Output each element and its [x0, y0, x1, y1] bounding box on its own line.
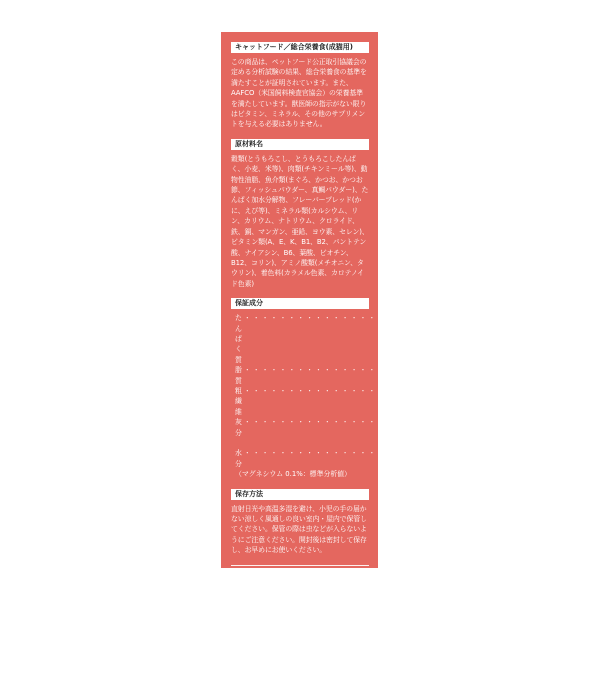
- analysis-row: [231, 417, 369, 448]
- section-product-type: [231, 42, 369, 130]
- leader-dots: ・・・・・・・・・・・・・・・・: [244, 417, 386, 448]
- analysis-value: 9%以下: [388, 417, 399, 448]
- section-heading: 原材料名: [231, 139, 369, 150]
- section-storage: [231, 489, 369, 556]
- section-guaranteed-analysis: [231, 298, 369, 480]
- analysis-label: 灰分: [235, 417, 242, 448]
- section-heading: 保存方法: [231, 489, 369, 500]
- leader-dots: ・・・・・・・・・・・・・・・・: [244, 448, 386, 469]
- analysis-row: [231, 365, 369, 386]
- note-item: ＊粒により、原材料由来の自然な色合いの違いがみられることがあります。また製造上、形状や大きさにバラつきが生じることがあります。: [231, 574, 369, 616]
- country-of-origin: ●原産国名：タイ: [231, 665, 369, 675]
- analysis-value: 12.5%以上: [388, 365, 410, 386]
- storage-instructions: 直射日光や高温多湿を避け、小児の手の届かない涼しく風通しの良い室内・屋内で保管してください。保管の際は虫などが入らないようにご注意ください。開封後は密封して保存し、お早めにお使いください。: [231, 504, 369, 556]
- analysis-row: [231, 313, 369, 365]
- analysis-row: [231, 448, 369, 469]
- divider: [231, 565, 369, 566]
- analysis-label: 脂質: [235, 365, 242, 386]
- analysis-value: 12%以下: [388, 448, 403, 469]
- product-statement: この商品は、ペットフード公正取引協議会の定める分析試験の結果、総合栄養食の基準を満たすことが証明されています。また、AAFCO（米国飼料検査官協会）の栄養基準を満たしています。獣医師の指示がない限りはビタミン、ミネラル、その他のサプリメントを与える必要はありません。: [231, 57, 369, 130]
- analysis-label: たんぱく質: [235, 313, 242, 365]
- analysis-value: 5%以下: [388, 386, 399, 417]
- analysis-label: 水分: [235, 448, 242, 469]
- section-notes: [231, 574, 369, 647]
- leader-dots: ・・・・・・・・・・・・・・・・: [244, 365, 386, 386]
- analysis-note: （マグネシウム 0.1%：標準分析値）: [231, 469, 369, 479]
- package-side-panel: [221, 32, 378, 568]
- note-item: ＊トッピングの大きさ、数に差異が生じることがあります。: [231, 626, 369, 647]
- section-ingredients: [231, 139, 369, 289]
- section-heading: キャットフード／総合栄養食(成猫用): [231, 42, 369, 53]
- analysis-row: [231, 386, 369, 417]
- ingredients-list: 穀類(とうもろこし、とうもろこしたんぱく、小麦、米等)、肉類(チキンミール等)、動物性油脂、魚介類(まぐろ、かつお、かつお節、フィッシュパウダー、真鯛パウダー)、たんぱく加水分解物、フレーバープレッド(かに、えび等)、ミネラル類(カルシウム、リン、カリウム、ナトリウム、クロライド、鉄、銅、マンガン、亜鉛、ヨウ素、セレン)、ビタミン類(A、E、K、B1、B2、パントテン酸、ナイアシン、B6、葉酸、ビオチン、B12、コリン)、アミノ酸類(メチオニン、タウリン)、着色料(カラメル色素、カロテノイド色素): [231, 154, 369, 289]
- note-item: ＊粒の表面にみられる粉は旨み成分です。: [231, 615, 369, 625]
- analysis-value: 30%以上: [388, 313, 403, 365]
- leader-dots: ・・・・・・・・・・・・・・・・: [244, 386, 386, 417]
- section-heading: 保証成分: [231, 298, 369, 309]
- net-content: ●内容量：200g(20gx10袋): [231, 675, 369, 685]
- analysis-label: 粗繊維: [235, 386, 242, 417]
- section-footer: [231, 665, 369, 685]
- leader-dots: ・・・・・・・・・・・・・・・・: [244, 313, 386, 365]
- divider: [231, 656, 369, 657]
